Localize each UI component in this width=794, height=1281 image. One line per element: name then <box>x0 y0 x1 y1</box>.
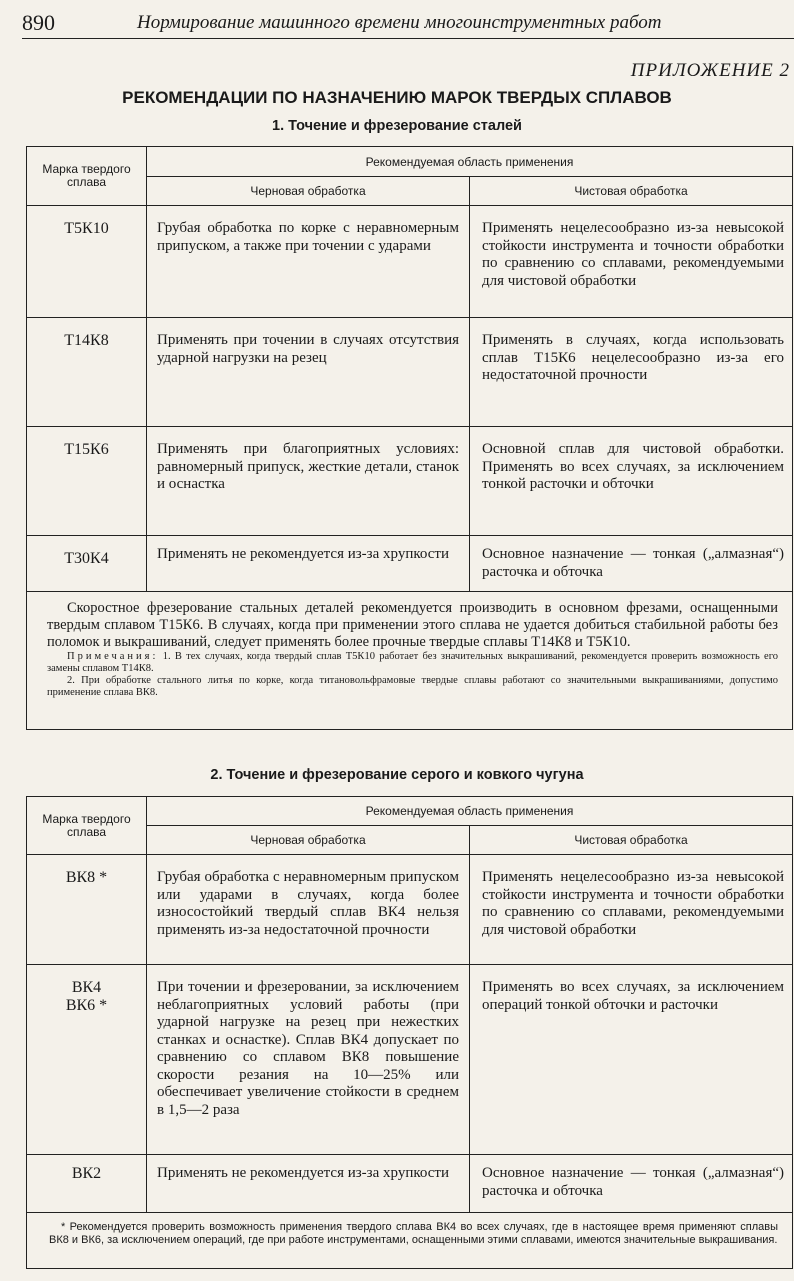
finish-cell: Основное назначение — тонкая („алмазная“) расточка и обточка <box>470 536 793 592</box>
col-header-rough: Черновая обработка <box>147 826 470 855</box>
footnote: * Рекомендуется проверить возможность применения твердого сплава ВК4 во всех случаях, где в настоящее время применяют сплавы ВК8 и ВК6, за исключением операций, где при работе инструментами, оснащенными этими сплавами, имеются значительные выкрашивания. <box>49 1221 778 1246</box>
note-1: 1. В тех случаях, когда твердый сплав Т5К10 работает без значительных выкрашиваний, рекомендуется проверить возможность его замены сплавом Т14К8. <box>47 651 778 674</box>
col-header-rough: Черновая обработка <box>147 177 470 206</box>
finish-cell: Основное назначение — тонкая („алмазная“) расточка и обточка <box>470 1155 793 1213</box>
page-number: 890 <box>22 10 55 35</box>
table-row <box>27 318 793 427</box>
note-2: 2. При обработке стального литья по корке, когда титановольфрамовые твердые сплавы работают со значительными выкрашиваниями, допустимо применение сплава ВК8. <box>47 675 778 698</box>
alloy-mark: ВК2 <box>27 1155 147 1213</box>
table-row <box>27 855 793 965</box>
notes-row <box>27 592 793 730</box>
running-title: Нормирование машинного времени многоинструментных работ <box>137 12 662 33</box>
alloy-mark: ВК8 * <box>27 855 147 965</box>
table1-heading: 1. Точение и фрезерование сталей <box>272 118 522 134</box>
alloy-mark: ВК4 ВК6 * <box>27 965 147 1155</box>
rough-cell: При точении и фрезеровании, за исключением неблагоприятных условий работы (при ударной нагрузке на резец при нежестких станках и оснастке). Сплав ВК4 допускает по сравнению со сплавом ВК8 повышение скорости резания на 10—25% или обеспечивает увеличение стойкости в среднем в 1,5—2 раза <box>147 965 470 1155</box>
col-header-mark: Марка твердого сплава <box>27 147 147 206</box>
rough-cell: Применять при точении в случаях отсутствия ударной нагрузки на резец <box>147 318 470 427</box>
rough-cell: Грубая обработка по корке с неравномерным припуском, а также при точении с ударами <box>147 206 470 318</box>
finish-cell: Применять в случаях, когда использовать сплав Т15К6 нецелесообразно из-за его недостаточной прочности <box>470 318 793 427</box>
col-header-area: Рекомендуемая область применения <box>147 147 793 177</box>
alloy-mark: Т15К6 <box>27 427 147 536</box>
table-row <box>27 965 793 1155</box>
table2-heading: 2. Точение и фрезерование серого и ковкого чугуна <box>210 767 584 783</box>
finish-cell: Применять во всех случаях, за исключением операций тонкой обточки и расточки <box>470 965 793 1155</box>
page-title: РЕКОМЕНДАЦИИ ПО НАЗНАЧЕНИЮ МАРОК ТВЕРДЫХ СПЛАВОВ <box>122 88 672 107</box>
appendix-label: ПРИЛОЖЕНИЕ 2 <box>630 60 790 81</box>
note-main: Скоростное фрезерование стальных деталей рекомендуется производить в основном фрезами, оснащенными твердым сплавом Т15К6. В случаях, когда при применении этого сплава не удается добиться стабильной работы без поломок и выкрашиваний, следует применять более прочные твердые сплавы Т14К8 и Т5К10. <box>47 600 778 650</box>
table-row <box>27 1155 793 1213</box>
rough-cell: Грубая обработка с неравномерным припуском или ударами в случаях, когда более износостойкий твердый сплав ВК4 нельзя применять из-за недостаточной прочности <box>147 855 470 965</box>
page-header <box>22 10 794 39</box>
finish-cell: Применять нецелесообразно из-за невысокой стойкости инструмента и точности обработки по сравнению со сплавами, рекомендуемыми для чистовой обработки <box>470 206 793 318</box>
notes-label: Примечания: <box>67 651 159 662</box>
footnote-row <box>27 1213 793 1269</box>
alloy-mark: Т14К8 <box>27 318 147 427</box>
alloy-mark: Т5К10 <box>27 206 147 318</box>
table-row <box>27 427 793 536</box>
table-row <box>27 536 793 592</box>
table-steels <box>26 146 793 730</box>
col-header-finish: Чистовая обработка <box>470 826 793 855</box>
col-header-mark: Марка твердого сплава <box>27 797 147 855</box>
rough-cell: Применять не рекомендуется из-за хрупкости <box>147 1155 470 1213</box>
col-header-area: Рекомендуемая область применения <box>147 797 793 826</box>
table-cast-iron <box>26 796 793 1269</box>
finish-cell: Применять нецелесообразно из-за невысокой стойкости инструмента и точности обработки по сравнению со сплавами, рекомендуемыми для чистовой обработки <box>470 855 793 965</box>
finish-cell: Основной сплав для чистовой обработки. Применять во всех случаях, за исключением тонкой расточки и обточки <box>470 427 793 536</box>
alloy-mark: Т30К4 <box>27 536 147 592</box>
rough-cell: Применять не рекомендуется из-за хрупкости <box>147 536 470 592</box>
rough-cell: Применять при благоприятных условиях: равномерный припуск, жесткие детали, станок и оснастка <box>147 427 470 536</box>
col-header-finish: Чистовая обработка <box>470 177 793 206</box>
table-row <box>27 206 793 318</box>
